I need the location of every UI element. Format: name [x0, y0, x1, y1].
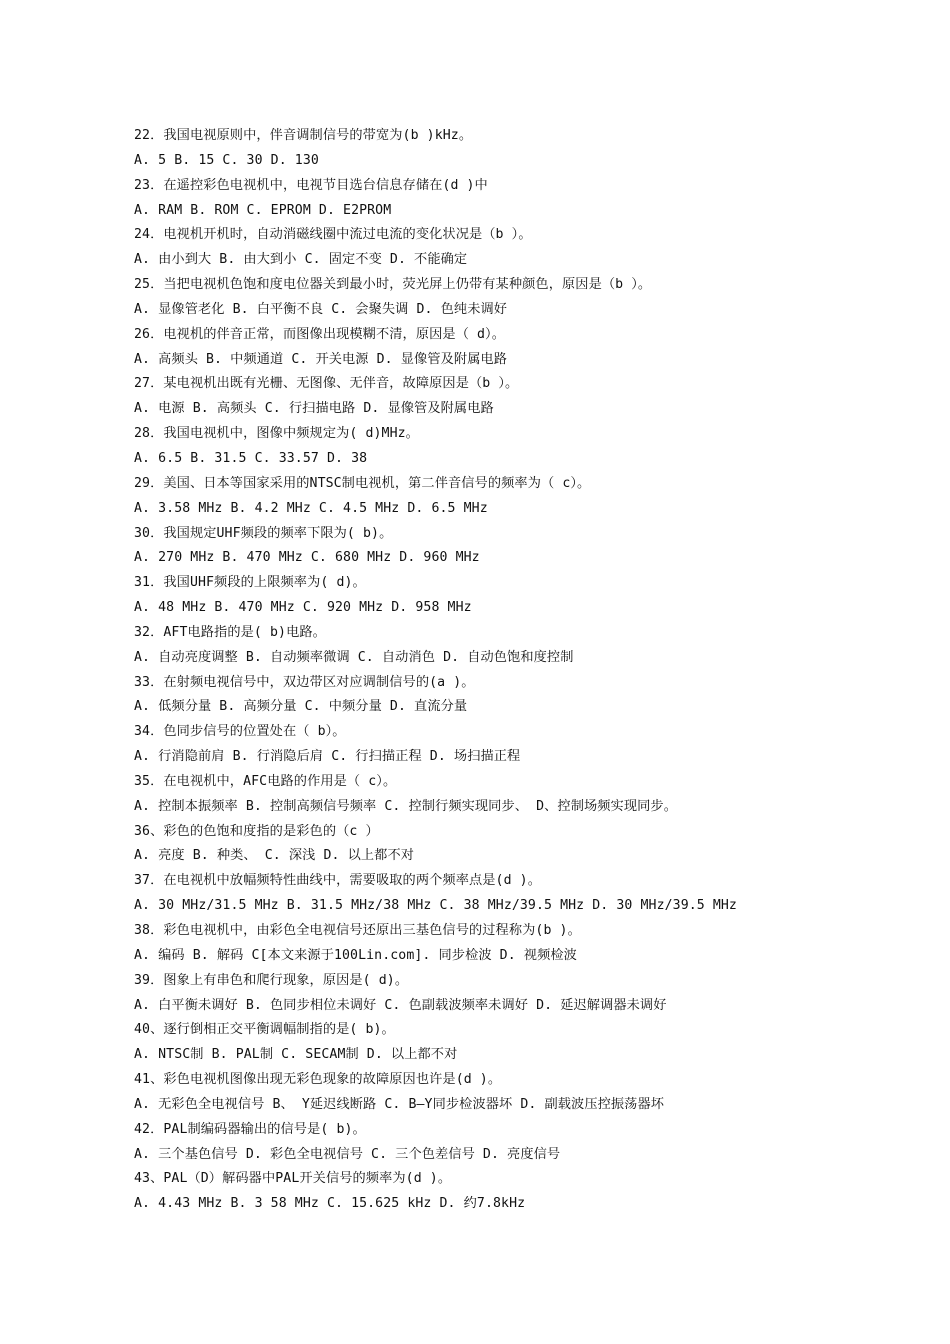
- question-line: 24．电视机开机时，自动消磁线圈中流过电流的变化状况是（b ）。: [134, 227, 532, 243]
- options-line: A. 270 MHz B. 470 MHz C. 680 MHz D. 960 MHz: [134, 550, 480, 566]
- question-line: 36、彩色的色饱和度指的是彩色的（c ）: [134, 823, 379, 839]
- question-line: 39．图象上有串色和爬行现象，原因是( d)。: [134, 972, 409, 988]
- question-line: 28．我国电视机中，图像中频规定为( d)MHz。: [134, 426, 419, 442]
- question-line: 32．AFT电路指的是( b)电路。: [134, 624, 326, 640]
- question-line: 27．某电视机出既有光栅、无图像、无伴音，故障原因是（b ）。: [134, 376, 519, 392]
- question-line: 23．在遥控彩色电视机中，电视节目选台信息存储在(d )中: [134, 177, 488, 193]
- options-line: A. 低频分量 B. 高频分量 C. 中频分量 D. 直流分量: [134, 699, 468, 715]
- options-line: A. 48 MHz B. 470 MHz C. 920 MHz D. 958 MHz: [134, 600, 472, 616]
- question-line: 26．电视机的伴音正常，而图像出现模糊不清，原因是（ d）。: [134, 326, 506, 342]
- options-line: A. 30 MHz/31.5 MHz B. 31.5 MHz/38 MHz C. 38 MHz/39.5 MHz D. 30 MHz/39.5 MHz: [134, 898, 737, 914]
- options-line: A. 控制本振频率 B. 控制高频信号频率 C. 控制行频实现同步、 D、控制场频实现同步。: [134, 798, 677, 814]
- options-line: A. 高频头 B. 中频通道 C. 开关电源 D. 显像管及附属电路: [134, 351, 508, 367]
- options-line: A. 4.43 MHz B. 3 58 MHz C. 15.625 kHz D. 约7.8kHz: [134, 1196, 526, 1212]
- question-line: 35．在电视机中，AFC电路的作用是（ c）。: [134, 773, 397, 789]
- options-line: A. 3.58 MHz B. 4.2 MHz C. 4.5 MHz D. 6.5 MHz: [134, 500, 488, 516]
- question-line: 25．当把电视机色饱和度电位器关到最小时，荧光屏上仍带有某种颜色，原因是（b ）。: [134, 277, 652, 293]
- question-line: 42．PAL制编码器输出的信号是( b)。: [134, 1121, 366, 1137]
- options-line: A. NTSC制 B. PAL制 C. SECAM制 D. 以上都不对: [134, 1047, 458, 1063]
- question-line: 34．色同步信号的位置处在（ b）。: [134, 724, 346, 740]
- options-line: A. 白平衡未调好 B. 色同步相位未调好 C. 色副载波频率未调好 D. 延迟解调器未调好: [134, 997, 667, 1013]
- question-line: 37．在电视机中放幅频特性曲线中，需要吸取的两个频率点是(d )。: [134, 873, 541, 889]
- question-line: 33．在射频电视信号中，双边带区对应调制信号的(a )。: [134, 674, 475, 690]
- options-line: A. 由小到大 B. 由大到小 C. 固定不变 D. 不能确定: [134, 252, 468, 268]
- options-line: A. 6.5 B. 31.5 C. 33.57 D. 38: [134, 450, 368, 466]
- options-line: A. 亮度 B. 种类、 C. 深浅 D. 以上都不对: [134, 848, 415, 864]
- options-line: A. 三个基色信号 D. 彩色全电视信号 C. 三个色差信号 D. 亮度信号: [134, 1146, 561, 1162]
- question-line: 30．我国规定UHF频段的频率下限为( b)。: [134, 525, 393, 541]
- options-line: A. 电源 B. 高频头 C. 行扫描电路 D. 显像管及附属电路: [134, 401, 494, 417]
- options-line: A. 无彩色全电视信号 B、 Y延迟线断路 C. B—Y同步检波器坏 D. 副载波压控振荡器坏: [134, 1096, 665, 1112]
- question-line: 38．彩色电视机中，由彩色全电视信号还原出三基色信号的过程称为(b )。: [134, 923, 581, 938]
- options-line: A. 编码 B. 解码 C[本文来源于100Lin.com]. 同步检波 D. 视频检波: [134, 947, 577, 963]
- question-line: 41、彩色电视机图像出现无彩色现象的故障原因也许是(d )。: [134, 1072, 502, 1088]
- question-line: 40、逐行倒相正交平衡调幅制指的是( b)。: [134, 1022, 395, 1038]
- options-line: A. 行消隐前肩 B. 行消隐后肩 C. 行扫描正程 D. 场扫描正程: [134, 749, 521, 765]
- question-line: 43、PAL（D）解码器中PAL开关信号的频率为(d )。: [134, 1171, 452, 1187]
- options-line: A. RAM B. ROM C. EPROM D. E2PROM: [134, 202, 392, 218]
- question-line: 31．我国UHF频段的上限频率为( d)。: [134, 575, 366, 591]
- options-line: A. 自动亮度调整 B. 自动频率微调 C. 自动消色 D. 自动色饱和度控制: [134, 649, 574, 665]
- options-line: A. 5 B. 15 C. 30 D. 130: [134, 152, 319, 168]
- question-list: [134, 124, 914, 1217]
- question-line: 22．我国电视原则中，伴音调制信号的带宽为(b )kHz。: [134, 128, 473, 143]
- question-line: 29．美国、日本等国家采用的NTSC制电视机，第二伴音信号的频率为（ c）。: [134, 475, 591, 491]
- options-line: A. 显像管老化 B. 白平衡不良 C. 会聚失调 D. 色纯未调好: [134, 301, 508, 317]
